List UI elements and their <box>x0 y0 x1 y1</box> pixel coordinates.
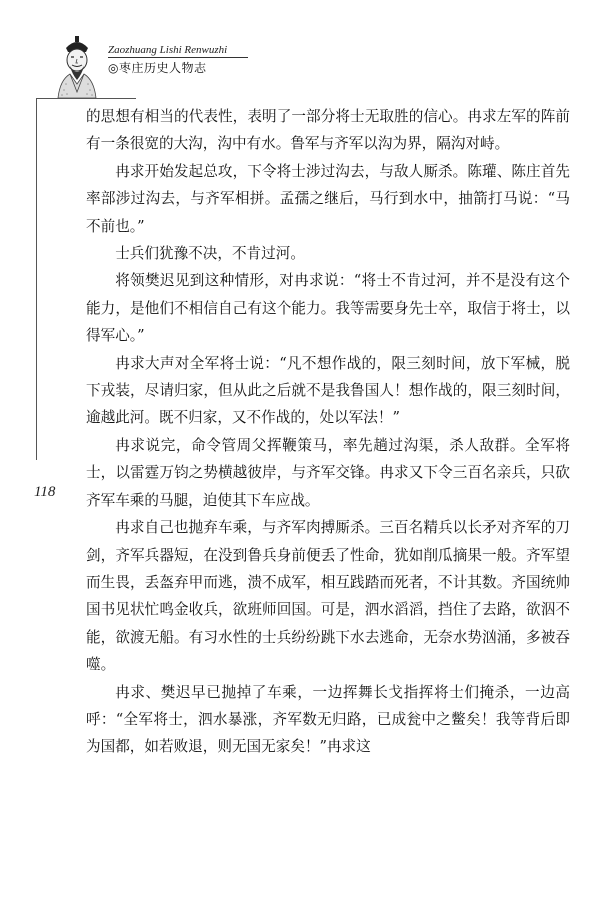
paragraph: 冉求、樊迟早已抛掉了车乘，一边挥舞长戈指挥将士们掩杀，一边高呼：“全军将士，泗水暴涨，齐军数无归路，已成瓮中之鳖矣！我等背后即为国都，如若败退，则无国无家矣！”冉求这 <box>86 683 570 756</box>
paragraph: 冉求自己也抛弃车乘，与齐军肉搏厮杀。三百名精兵以长矛对齐军的刀剑，齐军兵器短，在没到鲁兵身前便丢了性命，犹如削瓜摘果一般。齐军望而生畏，丢盔弃甲而逃，溃不成军，相互践踏而死者，不计其数。齐国统帅国书见状忙鸣金收兵，欲班师回国。可是，泗水滔滔，挡住了去路，欲泅不能，欲渡无船。有习水性的士兵纷纷跳下水去逃命，无奈水势汹涌，多被吞噬。 <box>86 519 570 674</box>
paragraph: 将领樊迟见到这种情形，对冉求说：“将士不肯过河，并不是没有这个能力，是他们不相信自己有这个能力。我等需要身先士卒，取信于将士，以得军心。” <box>86 272 570 345</box>
body-text <box>86 103 570 761</box>
paragraph: 的思想有相当的代表性，表明了一部分将士无取胜的信心。冉求左军的阵前有一条很宽的大沟，沟中有水。鲁军与齐军以沟为界，隔沟对峙。 <box>86 108 570 153</box>
paragraph: 冉求大声对全军将士说：“凡不想作战的，限三刻时间，放下军械，脱下戎装，尽请归家，但从此之后就不是我鲁国人！想作战的，限三刻时间，逾越此河。既不归家，又不作战的，处以军法！” <box>86 354 570 427</box>
margin-rule-horizontal <box>36 98 136 99</box>
header-rule <box>108 57 248 58</box>
page-header <box>0 0 610 100</box>
paragraph: 冉求说完，命令管周父挥鞭策马，率先趟过沟渠，杀人敌群。全军将士，以雷霆万钧之势横越彼岸，与齐军交锋。冉求又下令三百名亲兵，只砍齐军车乘的马腿，迫使其下车应战。 <box>86 436 570 509</box>
margin-rule-vertical <box>36 98 37 460</box>
series-pinyin: Zaozhuang Lishi Renwuzhi <box>108 44 228 56</box>
page-number: 118 <box>34 484 56 500</box>
series-title: ◎枣庄历史人物志 <box>108 61 207 75</box>
paragraph: 士兵们犹豫不决，不肯过河。 <box>115 245 305 263</box>
paragraph: 冉求开始发起总攻，下令将士涉过沟去，与敌人厮杀。陈瓘、陈庄首先率部涉过沟去，与齐军相拼。孟孺之继后，马行到水中，抽箭打马说：“马不前也。” <box>86 162 570 235</box>
scholar-portrait-icon <box>52 34 102 98</box>
